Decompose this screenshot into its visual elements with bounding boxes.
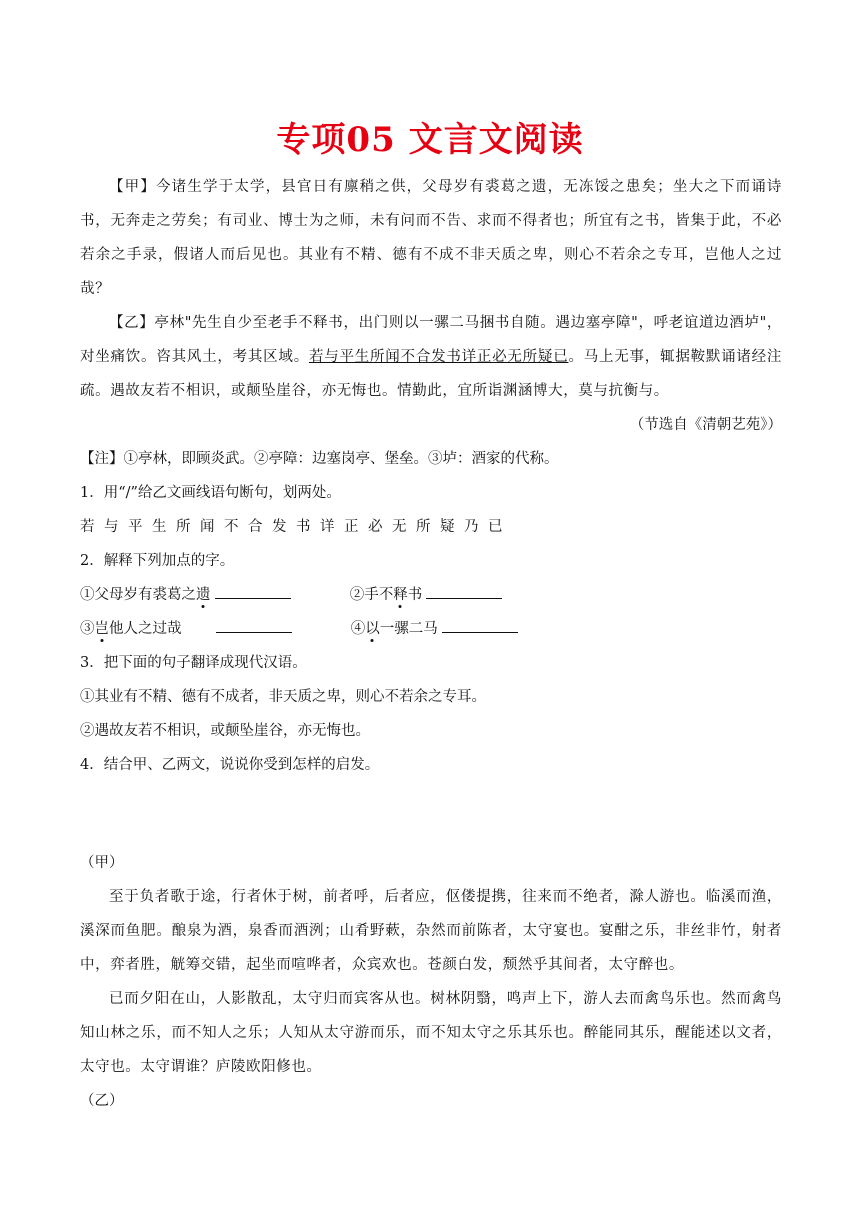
answer-blank[interactable] xyxy=(426,582,502,599)
answer-blank[interactable] xyxy=(215,582,291,599)
paragraph-jia: 【甲】今诸生学于太学，县官日有廪稍之供，父母岁有裘葛之遗，无冻馁之患矣；坐大之下而诵诗书，无奔走之劳矣；有司业、博士为之师，未有问而不告、求而不得者也；所宜有之书，皆集于此，不必若余之手录，假诸人而后见也。其业有不精、德有不成不非天质之卑，则心不若余之专耳，岂他人之过哉？ xyxy=(80,179,782,297)
dotted-char: 遗 xyxy=(196,587,211,603)
dotted-char: 岂 xyxy=(94,621,109,637)
dotted-char: 释 xyxy=(393,587,408,603)
passage-two xyxy=(80,846,782,1118)
question-4: 4．结合甲、乙两文，说说你受到怎样的启发。 xyxy=(80,757,380,773)
passage-two-paragraph-2: 已而夕阳在山，人影散乱，太守归而宾客从也。树林阴翳，鸣声上下，游人去而禽鸟乐也。然而禽鸟知山林之乐，而不知人之乐；人知从太守游而乐，而不知太守之乐其乐也。醉能同其乐，醒能述以文者，太守也。太守谓谁？庐陵欧阳修也。 xyxy=(80,991,782,1075)
paragraph-yi-start: 【乙】亭林"先生自少至老手不释书，出门则以一骡二马捆书自随。遇边塞亭障"，呼老谊道边酒垆"，对坐痛饮。咨其风土，考其区域。 xyxy=(80,315,782,365)
page-title: 专项05 文言文阅读 xyxy=(276,120,584,160)
dotted-char: 以 xyxy=(365,621,380,637)
question-3-sentence-b: ②遇故友若不相识，或颠坠崖谷，亦无悔也。 xyxy=(80,723,370,739)
q2-item-b: ②手不释书 xyxy=(349,587,423,603)
q2-item-c: ③岂他人之过哉 xyxy=(80,621,182,637)
question-2-row-2 xyxy=(80,612,782,646)
question-3-sentence-a: ①其业有不精、德有不成者，非天质之卑，则心不若余之专耳。 xyxy=(80,689,486,705)
underlined-sentence: 若与平生所闻不合发书详正必无所疑已 xyxy=(308,349,569,365)
paragraph-yi xyxy=(80,306,782,408)
q2-item-a: ①父母岁有裘葛之遗 xyxy=(80,587,211,603)
passage-two-paragraph-1: 至于负者歌于途，行者休于树，前者呼，后者应，伛偻提携，往来而不绝者，滁人游也。临溪而渔，溪深而鱼肥。酿泉为酒，泉香而酒洌；山肴野蔌，杂然而前陈者，太守宴也。宴酣之乐，非丝非竹，射者中，弈者胜，觥筹交错，起坐而喧哗者，众宾欢也。苍颜白发，颓然乎其间者，太守醉也。 xyxy=(80,889,782,973)
answer-blank[interactable] xyxy=(216,616,292,633)
paragraph-yi-end: 。马上无事，辄据鞍默诵诸经注疏。遇故友若不相识，或颠坠崖谷，亦无悔也。情勤此，宜所诣渊涵博大，莫与抗衡与。 xyxy=(80,349,783,399)
label-yi: （乙） xyxy=(80,1093,124,1109)
q2-item-d: ④以一骡二马 xyxy=(350,621,438,637)
answer-blank[interactable] xyxy=(442,616,518,633)
passage-one xyxy=(80,170,782,782)
question-1-sentence: 若与平生所闻不合发书详正必无所疑乃已 xyxy=(80,519,512,535)
annotation-note: 【注】①亭林，即顾炎武。②亭障：边塞岗亭、堡垒。③垆：酒家的代称。 xyxy=(80,451,559,467)
label-jia: （甲） xyxy=(80,855,124,871)
source-citation: （节选自《清朝艺苑》） xyxy=(629,417,782,433)
question-2-row-1 xyxy=(80,578,782,612)
question-1: 1．用“/”给乙文画线语句断句，划两处。 xyxy=(80,485,341,501)
question-3: 3．把下面的句子翻译成现代汉语。 xyxy=(80,655,307,671)
question-2: 2．解释下列加点的字。 xyxy=(80,553,235,569)
